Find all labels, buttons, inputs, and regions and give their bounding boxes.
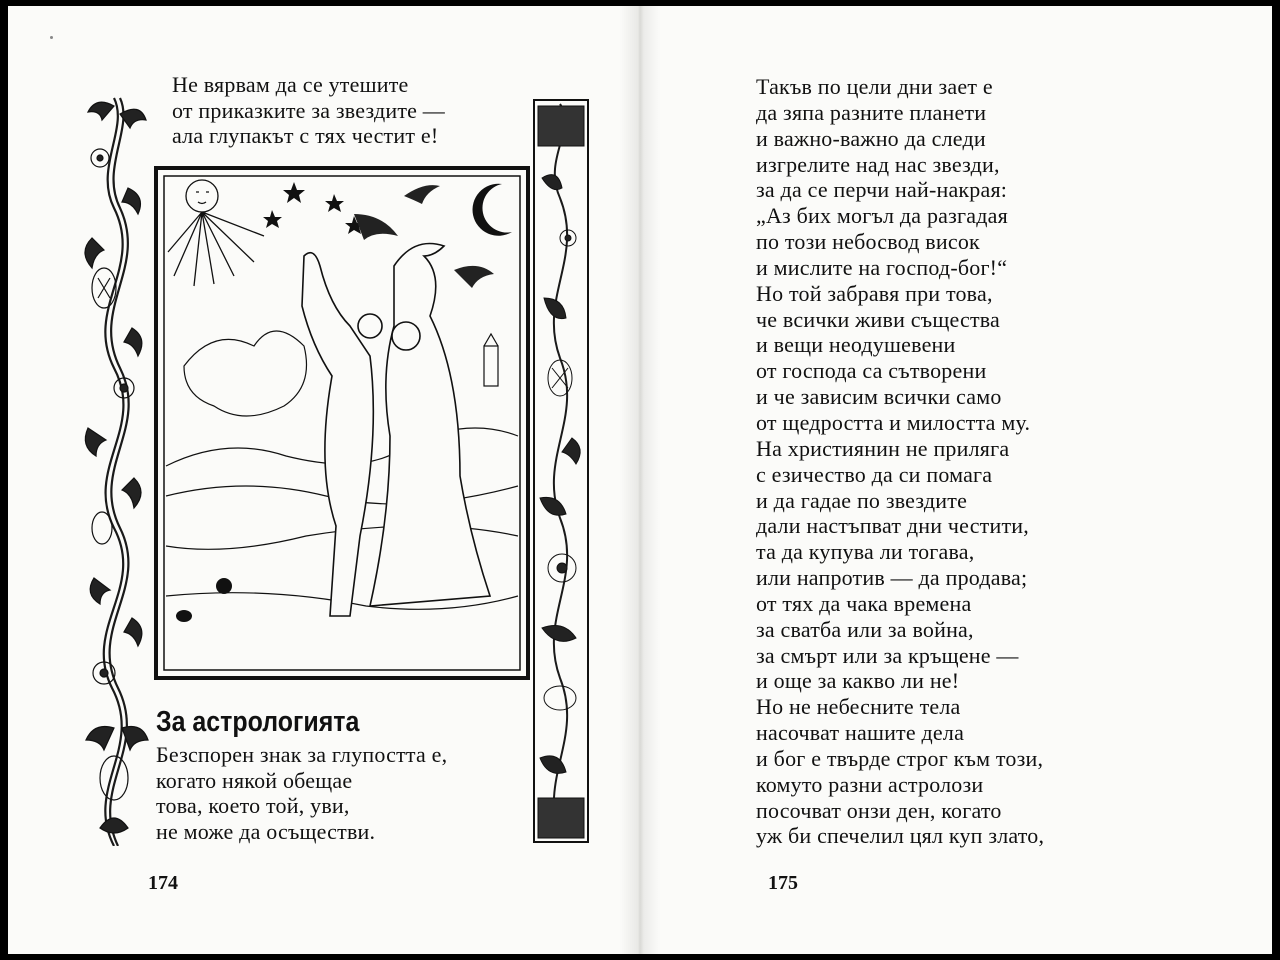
verse-line: това, което той, уви, [156, 793, 350, 818]
verse-line: насочват нашите дела [756, 720, 965, 746]
verse-line: за да се перчи най-накрая: [756, 177, 1008, 203]
verse-line: и да гадае по звездите [756, 487, 968, 513]
verse-line: Не вярвам да се утешите [172, 72, 409, 97]
verse-line: и мислите на господ-бог!“ [756, 254, 1008, 280]
verse-line: Но не небесните тела [756, 694, 961, 720]
verse-line: от приказките за звездите — [172, 97, 445, 123]
verse-line: от тях да чака времена [756, 590, 972, 616]
verse-line: когато някой обещае [156, 767, 353, 793]
verse-line: Такъв по цели дни зает е [756, 74, 993, 99]
verse-line: с езичество да си помага [756, 461, 993, 487]
book-spread [8, 6, 1272, 954]
verse-line: и бог е твърде строг към този, [756, 745, 1044, 771]
verse-line: Безспорен знак за глупостта е, [156, 742, 448, 767]
page-number-right: 175 [768, 872, 798, 894]
verse-line: по този небосвод висок [756, 229, 980, 255]
top-verse [172, 72, 445, 149]
bottom-verse [156, 742, 447, 844]
verse-line: На християнин не приляга [756, 435, 1010, 461]
verse-line: и че зависим всички само [756, 384, 1002, 410]
verse-line: не може да осъществи. [156, 818, 376, 844]
page-number-left: 174 [148, 872, 178, 894]
left-page [8, 6, 628, 954]
verse-line: и още за какво ли не! [756, 668, 960, 694]
woodcut-illustration [154, 166, 530, 680]
ornamental-border-left [74, 88, 152, 846]
verse-line: уж би спечелил цял куп злато, [756, 823, 1045, 849]
right-page [648, 6, 1272, 954]
verse-line: дали настъпват дни честити, [756, 513, 1029, 539]
verse-line: от господа са сътворени [756, 358, 987, 384]
right-verse [756, 74, 1044, 849]
verse-line: изгрелите над нас звезди, [756, 151, 1000, 177]
verse-line: та да купува ли тогава, [756, 539, 975, 565]
verse-line: или напротив — да продава; [756, 565, 1028, 591]
verse-line: за смърт или за кръщене — [756, 642, 1019, 668]
verse-line: ала глупакът с тях честит е! [172, 123, 439, 148]
verse-line: и важно-важно да следи [756, 125, 986, 151]
verse-line: че всички живи същества [756, 306, 1001, 332]
ornamental-border-right [532, 98, 590, 844]
verse-line: и вещи неодушевени [756, 332, 956, 358]
verse-line: Но той забравя при това, [756, 280, 993, 306]
verse-line: за сватба или за война, [756, 616, 974, 642]
verse-line: от щедростта и милостта му. [756, 409, 1031, 435]
verse-line: „Аз бих могъл да разгадая [756, 203, 1008, 229]
poem-title: За астрологията [156, 706, 360, 738]
verse-line: да зяпа разните планети [756, 99, 987, 125]
verse-line: комуто разни астролози [756, 771, 984, 797]
verse-line: посочват онзи ден, когато [756, 797, 1002, 823]
